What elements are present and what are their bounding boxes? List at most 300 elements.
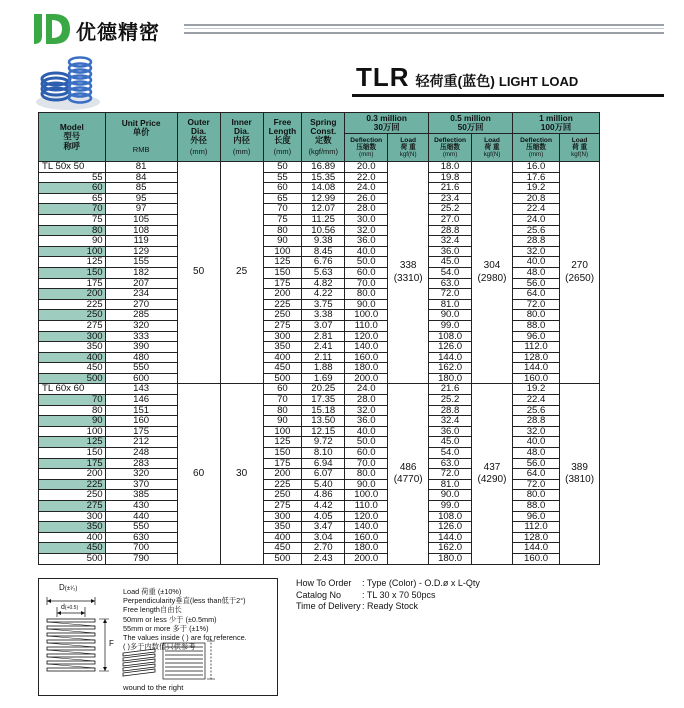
deflection-cell: 19.2 xyxy=(512,183,559,194)
deflection-cell: 22.4 xyxy=(512,204,559,215)
free-length-cell: 225 xyxy=(263,299,302,310)
model-cell: 150 xyxy=(39,267,106,278)
deflection-cell: 200.0 xyxy=(345,553,388,564)
spring-const-cell: 10.56 xyxy=(302,225,345,236)
spring-const-cell: 4.22 xyxy=(302,289,345,300)
spring-const-cell: 2.41 xyxy=(302,342,345,353)
deflection-cell: 80.0 xyxy=(345,469,388,480)
free-length-cell: 70 xyxy=(263,204,302,215)
model-cell: 100 xyxy=(39,426,106,437)
deflection-cell: 32.0 xyxy=(512,246,559,257)
load-newton: (2980) xyxy=(477,272,507,284)
deflection-cell: 80.0 xyxy=(512,310,559,321)
deflection-cell: 36.0 xyxy=(345,416,388,427)
col-header-load: Load 荷 重 kgf(N) xyxy=(472,134,513,162)
deflection-cell: 99.0 xyxy=(429,320,472,331)
spring-const-cell: 5.63 xyxy=(302,267,345,278)
price-cell: 700 xyxy=(105,543,177,554)
free-length-cell: 50 xyxy=(263,162,302,173)
deflection-cell: 128.0 xyxy=(512,532,559,543)
inner-dia-cell: 25 xyxy=(220,162,263,384)
col-header-deflection: Deflection 压缩数 (mm) xyxy=(345,134,388,162)
model-cell: 200 xyxy=(39,289,106,300)
price-cell: 81 xyxy=(105,162,177,173)
deflection-cell: 160.0 xyxy=(512,373,559,384)
price-cell: 320 xyxy=(105,469,177,480)
table-row xyxy=(39,225,600,236)
table-row xyxy=(39,511,600,522)
deflection-cell: 110.0 xyxy=(345,320,388,331)
col-header-deflection: Deflection 压缩数 (mm) xyxy=(429,134,472,162)
table-row xyxy=(39,384,600,395)
model-cell: 450 xyxy=(39,363,106,374)
price-cell: 248 xyxy=(105,448,177,459)
deflection-cell: 120.0 xyxy=(345,511,388,522)
model-cell: 80 xyxy=(39,405,106,416)
spring-const-cell: 12.99 xyxy=(302,193,345,204)
brand-name: 优德精密 xyxy=(76,20,160,44)
load-newton: (4770) xyxy=(393,474,423,486)
spring-const-cell: 12.07 xyxy=(302,204,345,215)
table-row xyxy=(39,162,600,173)
spring-const-cell: 4.05 xyxy=(302,511,345,522)
deflection-cell: 45.0 xyxy=(429,437,472,448)
deflection-cell: 24.0 xyxy=(512,214,559,225)
table-row xyxy=(39,522,600,533)
deflection-cell: 126.0 xyxy=(429,522,472,533)
free-length-cell: 450 xyxy=(263,543,302,554)
deflection-cell: 40.0 xyxy=(512,437,559,448)
price-cell: 234 xyxy=(105,289,177,300)
spring-const-cell: 3.07 xyxy=(302,320,345,331)
col-header-spring-const: Spring Const. 定数 (kgf/mm) xyxy=(302,113,345,162)
deflection-cell: 32.0 xyxy=(345,225,388,236)
load-kgf: 486 xyxy=(399,461,417,473)
deflection-cell: 28.8 xyxy=(512,236,559,247)
model-cell: 75 xyxy=(39,214,106,225)
model-cell: 150 xyxy=(39,448,106,459)
deflection-cell: 36.0 xyxy=(345,236,388,247)
spring-const-cell: 2.43 xyxy=(302,553,345,564)
free-length-cell: 300 xyxy=(263,511,302,522)
deflection-cell: 100.0 xyxy=(345,490,388,501)
order-info xyxy=(296,578,480,613)
table-row xyxy=(39,395,600,406)
model-cell: 175 xyxy=(39,278,106,289)
price-cell: 270 xyxy=(105,299,177,310)
model-cell: 450 xyxy=(39,543,106,554)
deflection-cell: 80.0 xyxy=(345,289,388,300)
model-cell: 275 xyxy=(39,320,106,331)
spring-const-cell: 12.15 xyxy=(302,426,345,437)
deflection-cell: 90.0 xyxy=(429,490,472,501)
price-cell: 143 xyxy=(105,384,177,395)
deflection-cell: 72.0 xyxy=(429,469,472,480)
table-row xyxy=(39,278,600,289)
price-cell: 175 xyxy=(105,426,177,437)
deflection-cell: 144.0 xyxy=(429,532,472,543)
spring-const-cell: 14.08 xyxy=(302,183,345,194)
table-row xyxy=(39,267,600,278)
outer-dia-cell: 50 xyxy=(177,162,220,384)
price-cell: 146 xyxy=(105,395,177,406)
deflection-cell: 54.0 xyxy=(429,267,472,278)
table-row xyxy=(39,363,600,374)
price-cell: 129 xyxy=(105,246,177,257)
deflection-cell: 180.0 xyxy=(429,553,472,564)
free-length-cell: 60 xyxy=(263,183,302,194)
load-kgf: 389 xyxy=(571,461,588,473)
inner-dia-cell: 30 xyxy=(220,384,263,564)
deflection-cell: 28.8 xyxy=(429,405,472,416)
spring-const-cell: 1.69 xyxy=(302,373,345,384)
free-length-cell: 275 xyxy=(263,320,302,331)
price-cell: 151 xyxy=(105,405,177,416)
table-row xyxy=(39,448,600,459)
deflection-cell: 27.0 xyxy=(429,214,472,225)
deflection-cell: 160.0 xyxy=(512,553,559,564)
free-length-cell: 200 xyxy=(263,289,302,300)
deflection-cell: 19.8 xyxy=(429,172,472,183)
load-kgf: 304 xyxy=(483,260,501,272)
deflection-cell: 162.0 xyxy=(429,543,472,554)
col-group-0-3-million: 0.3 million 30万回 xyxy=(345,113,429,134)
deflection-cell: 88.0 xyxy=(512,501,559,512)
deflection-cell: 180.0 xyxy=(429,373,472,384)
model-cell: 200 xyxy=(39,469,106,480)
deflection-cell: 126.0 xyxy=(429,342,472,353)
free-length-label: F xyxy=(109,639,114,648)
model-cell: 275 xyxy=(39,501,106,512)
model-cell: TL 60x 60 xyxy=(39,384,106,395)
deflection-cell: 18.0 xyxy=(429,162,472,173)
deflection-cell: 32.4 xyxy=(429,416,472,427)
table-row xyxy=(39,257,600,268)
table-row xyxy=(39,437,600,448)
table-row xyxy=(39,469,600,480)
spring-const-cell: 9.38 xyxy=(302,236,345,247)
table-row xyxy=(39,543,600,554)
model-cell: 300 xyxy=(39,511,106,522)
load-cell xyxy=(388,162,429,384)
spec-table-body xyxy=(39,162,600,565)
deflection-cell: 22.0 xyxy=(345,172,388,183)
deflection-cell: 70.0 xyxy=(345,278,388,289)
deflection-cell: 160.0 xyxy=(345,532,388,543)
spring-const-cell: 4.42 xyxy=(302,501,345,512)
outer-dia-label: D(±¹⁄₂) xyxy=(59,583,78,592)
model-cell: 400 xyxy=(39,532,106,543)
free-length-cell: 55 xyxy=(263,172,302,183)
free-length-cell: 175 xyxy=(263,278,302,289)
col-header-deflection: Deflection 压缩数 (mm) xyxy=(512,134,559,162)
spring-const-cell: 9.72 xyxy=(302,437,345,448)
deflection-cell: 28.8 xyxy=(512,416,559,427)
table-row xyxy=(39,183,600,194)
price-cell: 108 xyxy=(105,225,177,236)
deflection-cell: 50.0 xyxy=(345,257,388,268)
deflection-cell: 54.0 xyxy=(429,448,472,459)
deflection-cell: 56.0 xyxy=(512,458,559,469)
price-cell: 97 xyxy=(105,204,177,215)
free-length-cell: 150 xyxy=(263,448,302,459)
deflection-cell: 180.0 xyxy=(345,363,388,374)
spring-const-cell: 3.04 xyxy=(302,532,345,543)
load-cell xyxy=(560,162,600,384)
free-length-cell: 100 xyxy=(263,246,302,257)
deflection-cell: 100.0 xyxy=(345,310,388,321)
price-cell: 285 xyxy=(105,310,177,321)
table-row xyxy=(39,236,600,247)
free-length-cell: 400 xyxy=(263,532,302,543)
spring-const-cell: 3.47 xyxy=(302,522,345,533)
deflection-cell: 72.0 xyxy=(512,299,559,310)
deflection-cell: 25.6 xyxy=(512,225,559,236)
spring-const-cell: 2.70 xyxy=(302,543,345,554)
col-header-model: Model 型号 称呼 xyxy=(39,113,106,162)
load-cell xyxy=(388,384,429,564)
model-cell: 225 xyxy=(39,299,106,310)
deflection-cell: 24.0 xyxy=(345,183,388,194)
model-cell: 350 xyxy=(39,522,106,533)
price-cell: 160 xyxy=(105,416,177,427)
deflection-cell: 99.0 xyxy=(429,501,472,512)
title-underline xyxy=(352,94,664,97)
free-length-cell: 250 xyxy=(263,490,302,501)
free-length-cell: 125 xyxy=(263,257,302,268)
model-cell: 175 xyxy=(39,458,106,469)
spring-const-cell: 8.45 xyxy=(302,246,345,257)
deflection-cell: 128.0 xyxy=(512,352,559,363)
deflection-cell: 120.0 xyxy=(345,331,388,342)
deflection-cell: 36.0 xyxy=(429,246,472,257)
load-newton: (3810) xyxy=(565,474,595,486)
deflection-cell: 32.0 xyxy=(512,426,559,437)
model-cell: 225 xyxy=(39,479,106,490)
price-cell: 320 xyxy=(105,320,177,331)
price-cell: 385 xyxy=(105,490,177,501)
spring-const-cell: 3.75 xyxy=(302,299,345,310)
model-cell: 90 xyxy=(39,236,106,247)
deflection-cell: 28.0 xyxy=(345,395,388,406)
spring-const-cell: 6.07 xyxy=(302,469,345,480)
series-name-cn: 轻荷重(蓝色) xyxy=(415,73,495,89)
deflection-cell: 25.6 xyxy=(512,405,559,416)
free-length-cell: 90 xyxy=(263,416,302,427)
table-row xyxy=(39,289,600,300)
deflection-cell: 22.4 xyxy=(512,395,559,406)
price-cell: 390 xyxy=(105,342,177,353)
spring-const-cell: 15.35 xyxy=(302,172,345,183)
spring-const-cell: 20.25 xyxy=(302,384,345,395)
table-row xyxy=(39,490,600,501)
table-row xyxy=(39,204,600,215)
model-cell: 125 xyxy=(39,257,106,268)
table-row xyxy=(39,246,600,257)
deflection-cell: 56.0 xyxy=(512,278,559,289)
model-cell: 60 xyxy=(39,183,106,194)
price-cell: 85 xyxy=(105,183,177,194)
load-newton: (4290) xyxy=(477,474,507,486)
price-cell: 84 xyxy=(105,172,177,183)
table-row xyxy=(39,501,600,512)
deflection-cell: 112.0 xyxy=(512,342,559,353)
free-length-cell: 175 xyxy=(263,458,302,469)
load-kgf: 437 xyxy=(483,461,501,473)
model-cell: 125 xyxy=(39,437,106,448)
deflection-cell: 72.0 xyxy=(512,479,559,490)
free-length-cell: 150 xyxy=(263,267,302,278)
deflection-cell: 63.0 xyxy=(429,278,472,289)
model-cell: 400 xyxy=(39,352,106,363)
table-row xyxy=(39,320,600,331)
deflection-cell: 144.0 xyxy=(429,352,472,363)
deflection-cell: 28.8 xyxy=(429,225,472,236)
free-length-cell: 400 xyxy=(263,352,302,363)
deflection-cell: 64.0 xyxy=(512,289,559,300)
free-length-cell: 100 xyxy=(263,426,302,437)
model-cell: 350 xyxy=(39,342,106,353)
series-title xyxy=(356,62,578,94)
order-row-delivery: Time of Delivery: Ready Stock xyxy=(296,601,419,611)
deflection-cell: 144.0 xyxy=(512,543,559,554)
wound-direction-label: wound to the right xyxy=(123,683,184,692)
price-cell: 630 xyxy=(105,532,177,543)
deflection-cell: 96.0 xyxy=(512,331,559,342)
spring-const-cell: 4.82 xyxy=(302,278,345,289)
col-header-inner-dia: Inner Dia. 内径 (mm) xyxy=(220,113,263,162)
table-row xyxy=(39,331,600,342)
col-group-0-5-million: 0.5 million 50万回 xyxy=(429,113,513,134)
inner-dia-label: d(+0.5) xyxy=(61,604,79,611)
model-cell: 65 xyxy=(39,193,106,204)
deflection-cell: 162.0 xyxy=(429,363,472,374)
deflection-cell: 28.0 xyxy=(345,204,388,215)
load-newton: (3310) xyxy=(393,272,423,284)
deflection-cell: 90.0 xyxy=(429,310,472,321)
deflection-cell: 50.0 xyxy=(345,437,388,448)
deflection-cell: 72.0 xyxy=(429,289,472,300)
price-cell: 550 xyxy=(105,363,177,374)
price-cell: 95 xyxy=(105,193,177,204)
deflection-cell: 90.0 xyxy=(345,479,388,490)
deflection-cell: 96.0 xyxy=(512,511,559,522)
deflection-cell: 90.0 xyxy=(345,299,388,310)
table-row xyxy=(39,193,600,204)
model-cell: 500 xyxy=(39,553,106,564)
free-length-cell: 80 xyxy=(263,225,302,236)
table-row xyxy=(39,426,600,437)
price-cell: 430 xyxy=(105,501,177,512)
order-row-catalog-no: Catalog No : TL 30 x 70 50pcs xyxy=(296,589,436,600)
table-row xyxy=(39,458,600,469)
brand-logo-icon xyxy=(34,14,70,44)
price-cell: 119 xyxy=(105,236,177,247)
deflection-cell: 23.4 xyxy=(429,193,472,204)
spring-const-cell: 2.81 xyxy=(302,331,345,342)
free-length-cell: 500 xyxy=(263,373,302,384)
spring-const-cell: 8.10 xyxy=(302,448,345,459)
load-cell xyxy=(472,384,513,564)
deflection-cell: 140.0 xyxy=(345,522,388,533)
spring-const-cell: 16.89 xyxy=(302,162,345,173)
deflection-cell: 45.0 xyxy=(429,257,472,268)
table-row xyxy=(39,214,600,225)
header-rule xyxy=(184,24,664,34)
spring-product-icon xyxy=(34,54,104,112)
deflection-cell: 48.0 xyxy=(512,267,559,278)
deflection-cell: 64.0 xyxy=(512,469,559,480)
price-cell: 440 xyxy=(105,511,177,522)
table-row xyxy=(39,172,600,183)
deflection-cell: 32.4 xyxy=(429,236,472,247)
deflection-cell: 81.0 xyxy=(429,299,472,310)
spec-table xyxy=(38,112,600,565)
col-group-1-million: 1 million 100万回 xyxy=(512,113,599,134)
deflection-cell: 26.0 xyxy=(345,193,388,204)
model-cell: 70 xyxy=(39,204,106,215)
deflection-cell: 60.0 xyxy=(345,267,388,278)
load-newton: (2650) xyxy=(565,272,595,284)
deflection-cell: 88.0 xyxy=(512,320,559,331)
deflection-cell: 21.6 xyxy=(429,183,472,194)
free-length-cell: 300 xyxy=(263,331,302,342)
deflection-cell: 200.0 xyxy=(345,373,388,384)
col-header-load: Load 荷 重 kgf(N) xyxy=(388,134,429,162)
free-length-cell: 500 xyxy=(263,553,302,564)
col-header-load: Load 荷 重 kgf(N) xyxy=(560,134,600,162)
free-length-cell: 225 xyxy=(263,479,302,490)
free-length-cell: 65 xyxy=(263,193,302,204)
table-row xyxy=(39,310,600,321)
model-cell: 300 xyxy=(39,331,106,342)
tolerance-notes: Load 荷重 (±10%) Perpendicularity垂直(less than低于2°) Free length自由长 50mm or less 少于 (±0.5mm) 55mm or more 多于 (±1%) The values inside ( ) are for reference. ( )多于内数值只供参考 xyxy=(123,587,247,652)
deflection-cell: 112.0 xyxy=(512,522,559,533)
deflection-cell: 25.2 xyxy=(429,395,472,406)
deflection-cell: 32.0 xyxy=(345,405,388,416)
table-row xyxy=(39,479,600,490)
price-cell: 333 xyxy=(105,331,177,342)
load-kgf: 270 xyxy=(571,260,588,272)
table-row xyxy=(39,373,600,384)
spring-dimension-diagram xyxy=(38,578,278,696)
model-cell: 500 xyxy=(39,373,106,384)
free-length-cell: 350 xyxy=(263,522,302,533)
table-row xyxy=(39,299,600,310)
model-cell: 100 xyxy=(39,246,106,257)
deflection-cell: 81.0 xyxy=(429,479,472,490)
load-kgf: 338 xyxy=(399,260,417,272)
spring-const-cell: 17.35 xyxy=(302,395,345,406)
deflection-cell: 16.0 xyxy=(512,162,559,173)
spring-const-cell: 15.18 xyxy=(302,405,345,416)
price-cell: 550 xyxy=(105,522,177,533)
free-length-cell: 200 xyxy=(263,469,302,480)
deflection-cell: 40.0 xyxy=(345,426,388,437)
table-row xyxy=(39,405,600,416)
deflection-cell: 70.0 xyxy=(345,458,388,469)
deflection-cell: 140.0 xyxy=(345,342,388,353)
deflection-cell: 63.0 xyxy=(429,458,472,469)
price-cell: 480 xyxy=(105,352,177,363)
free-length-cell: 80 xyxy=(263,405,302,416)
col-header-outer-dia: Outer Dia. 外径 (mm) xyxy=(177,113,220,162)
price-cell: 207 xyxy=(105,278,177,289)
price-cell: 105 xyxy=(105,214,177,225)
load-cell xyxy=(560,384,600,564)
deflection-cell: 108.0 xyxy=(429,331,472,342)
spring-const-cell: 4.86 xyxy=(302,490,345,501)
